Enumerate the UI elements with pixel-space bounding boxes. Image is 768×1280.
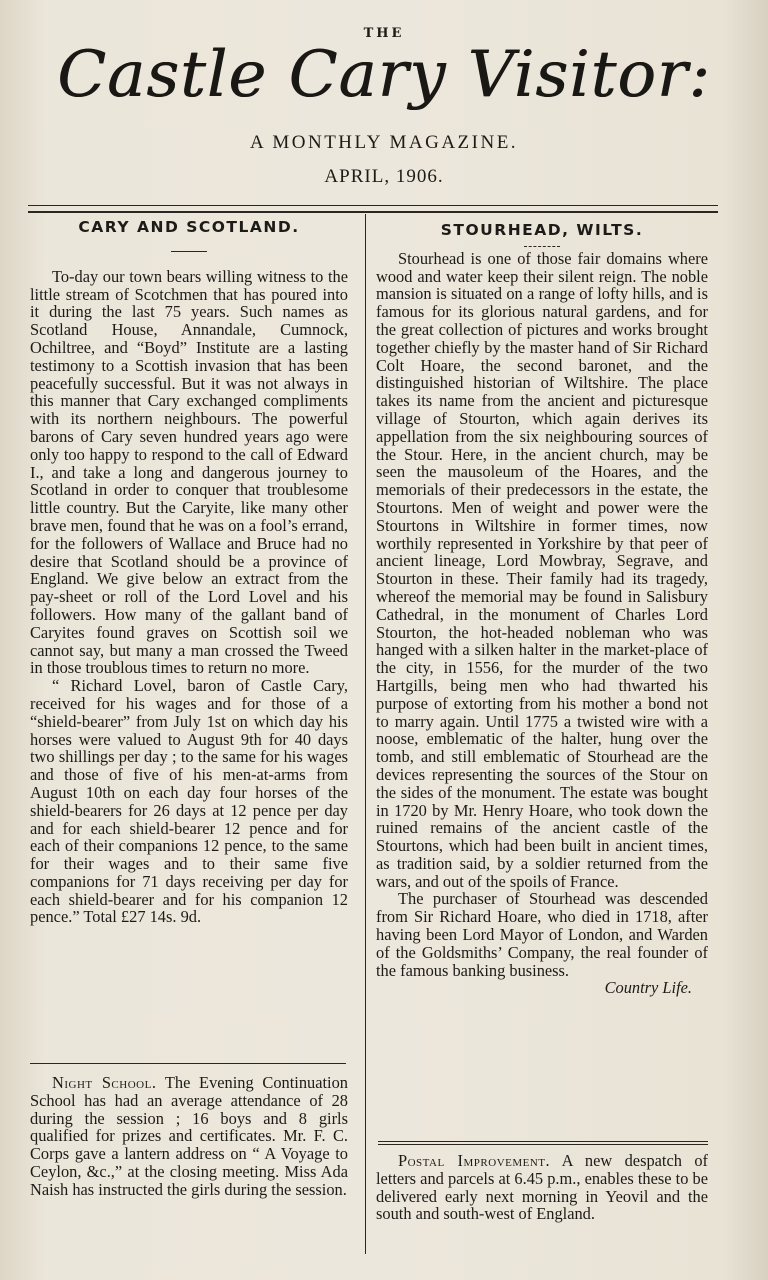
note-text: A new despatch of letters and parcels at 6.45 p.m., enables these to be delivered early next morning in Yeovil and the south and south-west of England. — [376, 1151, 708, 1224]
magazine-subtitle: A MONTHLY MAGAZINE. — [249, 132, 519, 153]
note-night-school — [30, 1074, 348, 1199]
article-cary-and-scotland — [30, 218, 348, 926]
masthead-double-rule — [28, 205, 718, 213]
column-divider — [365, 214, 366, 1254]
magazine-title: Castle Cary Visitor: — [57, 38, 711, 112]
section-rule — [378, 1141, 708, 1142]
masthead-the: THE — [363, 26, 405, 41]
article-stourhead-wilts — [376, 222, 708, 997]
section-rule — [30, 1063, 346, 1064]
note-postal-improvement — [376, 1152, 708, 1223]
issue-date: APRIL, 1906. — [324, 166, 444, 187]
article-heading: STOURHEAD, WILTS. — [440, 221, 644, 239]
article-paragraph: The purchaser of Stourhead was descended from Sir Richard Hoare, who died in 1718, after having been Lord Mayor of London, and Warden of the Goldsmiths’ Company, the real founder of the famous banking business. — [376, 889, 708, 980]
article-paragraph: To-day our town bears willing witness to the little stream of Scotchmen that has poured into it during the last 75 years. Such names as Scotland House, Annandale, Cumnock, Ochiltree, and “Boyd” Institute are a lasting testimony to a Scottish invasion that has been peacefully successful. But it was not always in this manner that Cary exchanged compliments with its northern neighbours. The powerful barons of Cary seven hundred years ago were only too happy to respond to the call of Edward I., and take a long and dangerous journey to Scotland in order to conquer that troublesome little country. But the Caryite, like many other brave men, found that he was on a fool’s errand, for the followers of Wallace and Bruce had no desire that Scotland should be a province of England. We give below an extract from the pay-sheet or roll of the Lord Lovel and his followers. How many of the gallant band of Caryites found graves on Scottish soil we cannot say, but many a man crossed the Tweed in those troublous times to return no more. — [30, 266, 348, 678]
article-paragraph: Stourhead is one of those fair domains where wood and water keep their silent reign. The noble mansion is situated on a range of lofty hills, and is famous for its glorious natural gardens, and for the great collection of pictures and works brought together chiefly by the master hand of Sir Richard Colt Hoare, the second baronet, and the distinguished historian of Wiltshire. The place takes its name from the ancient and picturesque village of Stourton, which again derives its appellation from the six neighbouring sources of the Stour. Here, in the ancient church, may be seen the mausoleum of the Hoares, and the memorials of their predecessors in the estate, the Stourtons. Men of weight and power were the Stourtons in Wiltshire in former times, now worthily represented in Yorkshire by that peer of ancient lineage, Lord Mowbray, Segrave, and Stourton in these. Their family had its tragedy, whereof the memorial may be found in Salisbury Cathedral, in the monument of Charles Lord Stourton, the hot-headed nobleman who was hanged with a silken halter in the market-place of the city, in 1556, for the murder of the two Hartgills, being men who had thwarted his purpose of extorting from his mother a bond not to marry again. Until 1775 a twisted wire with a noose, emblematic of the halter, hung over the tomb, and still emblematic of Stourhead are the devices representing the sources of the Stour on the sides of the monument. The estate was bought in 1720 by Mr. Henry Hoare, who took down the ruined remains of the ancient castle of the Stourtons, which had been built in ancient times, as tradition said, by a soldier returned from the wars, and out of the spoils of France. — [376, 248, 708, 891]
article-source: Country Life. — [604, 978, 692, 998]
note-text: The Evening Continuation School has had an average attendance of 28 during the session ; 16 boys and 8 girls qualified for prizes and certificates. Mr. F. C. Corps gave a lantern address on “ A Voyage to Ceylon, &c.,” at the closing meeting. Miss Ada Naish has instructed the girls during the session. — [30, 1073, 348, 1199]
section-rule — [378, 1144, 708, 1145]
heading-rule — [524, 246, 560, 248]
note-label: Night School. — [52, 1073, 157, 1092]
article-heading: CARY AND SCOTLAND. — [78, 218, 300, 236]
article-paragraph: “ Richard Lovel, baron of Castle Cary, received for his wages and for those of a “shield-bearer” from July 1st on which day his horses were valued to August 9th for 40 days two shillings per day ; to the same for his wages and those of five of his men-at-arms from August 10th on each day four horses of the shield-bearers for 26 days at 12 pence per day and for each shield-bearer 12 pence and for each of their companions 12 pence, to the same for their wages and to their same five companions for 71 days receiving per day for each shield-bearer and for his companion 12 pence.” Total £27 14s. 9d. — [30, 676, 348, 927]
heading-rule — [171, 251, 207, 252]
note-label: Postal Improvement. — [398, 1151, 551, 1170]
